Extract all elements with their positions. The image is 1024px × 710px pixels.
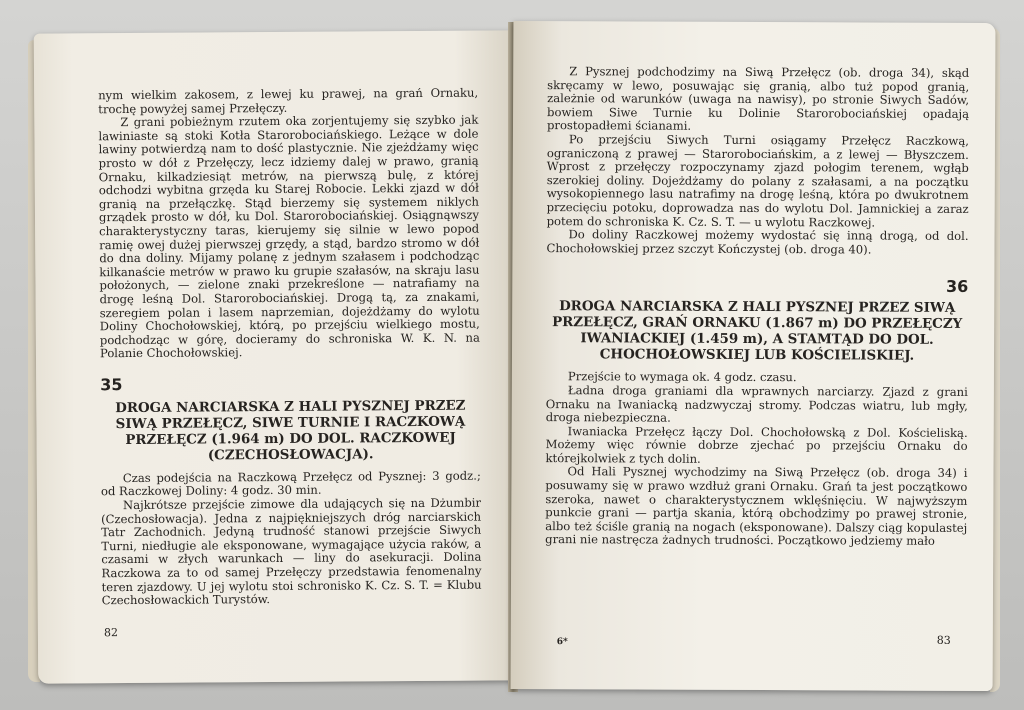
page-number-right: 83 <box>936 633 951 647</box>
route-number-35: 35 <box>100 374 123 395</box>
route-title-36: DROGA NARCIARSKA Z HALI PYSZNEJ PRZEZ SIWĄ PRZEŁĘCZ, GRAŃ ORNAKU (1.867 m) DO PRZEŁĘCZY IWANIACKIEJ (1.459 m), A STAMTĄD DO DOL. CHOCHOŁOWSKIEJ LUB KOŚCIELISKIEJ. <box>552 298 963 365</box>
page-number-left: 82 <box>103 626 118 640</box>
right-paragraph-6: Iwaniacka Przełęcz łączy Dol. Chochołowską z Dol. Kościeliską. Możemy więc równie dobrze zjechać po przejściu Ornaku do którejkolwiek z tych dolin. <box>545 423 968 466</box>
right-paragraph-5: Ładna droga graniami dla wprawnych narciarzy. Zjazd z grani Ornaku na Iwaniacką nadzwyczaj stromy. Podczas wiatru, lub mgły, droga niebezpieczna. <box>545 383 968 425</box>
right-paragraph-4: Przejście to wymaga ok. 4 godz. czasu. <box>567 369 797 385</box>
signature-mark: 6* <box>556 637 568 648</box>
left-paragraph-3: Czas podejścia na Raczkową Przełęcz od Pysznej: 3 godz.; od Raczkowej Doliny: 4 godz. 30 min. <box>100 468 481 499</box>
right-page <box>511 21 996 691</box>
right-paragraph-7: Od Hali Pysznej wychodzimy na Siwą Przełęcz (ob. droga 34) i posuwamy się w prawo wzdłuż grani Ornaku. Grań ta jest początkowo szeroka, nawet o charakterystycznem wklęśnięciu. W najwyższym punkcie grani — partja skania, którą obchodzimy po prawej stronie, albo też ściśle granią na nogach (eksponowane). Dalszy ciąg kopulastej grani nie nastręcza żadnych trudności. Początkowo jedziemy mało <box>545 464 968 549</box>
right-paragraph-1: Z Pysznej podchodzimy na Siwą Przełęcz (ob. droga 34), skąd skręcamy w lewo, posuwając się granią, albo tuż popod granią, zależnie od warunków (uwaga na nawisy), po stronie Siwych Sadów, bowiem Siwe Turnie ku Dolinie Starorobociańskiej opadają prostopadłemi ścianami. <box>546 64 970 134</box>
right-paragraph-3: Do doliny Raczkowej możemy wydostać się inną drogą, od dol. Chochołowskiej przez szczyt Kończystej (ob. droga 40). <box>546 227 969 257</box>
route-number-36: 36 <box>945 277 969 297</box>
route-title-35: DROGA NARCIARSKA Z HALI PYSZNEJ PRZEZ SIWĄ PRZEŁĘCZ, SIWE TURNIE I RACZKOWĄ PRZEŁĘCZ (1.964 m) DO DOL. RACZKOWEJ (CZECHOSŁOWACJA). <box>115 397 466 464</box>
left-page <box>34 30 517 683</box>
left-paragraph-4: Najkrótsze przejście zimowe dla udających się na Dżumbir (Czechosłowacja). Jedna z najpiękniejszych dróg narciarskich Tatr Zachodnich. Jedyną trudność stanowi przejście Siwych Turni, niedługie ale eksponowane, wymagające użycia raków, a czasami w złych warunkach — liny do asekuracji. Dolina Raczkowa za to od samej Przełęczy przedstawia fenomenalny teren zjazdowy. U jej wylotu stoi schronisko K. Cz. S. T. = Klubu Czechosłowackich Turystów. <box>101 495 482 608</box>
left-paragraph-2: Z grani pobieżnym rzutem oka zorjentujemy się szybko jak lawiniaste są stoki Kotła Starorobociańskiego. Leżące w dole lawiny potwierdzą nam to dość plastycznie. Nie zjeżdżamy więc prosto w dół z Przełęczy, lecz idziemy dalej w prawo, granią Ornaku, kilkadziesiąt metrów, na pierwszą bulę, z której odchodzi wybitna grzęda ku Starej Robocie. Lekki zjazd w dół granią na przełączkę. Stąd bierzemy się systemem niklych grządek prosto w dół, ku Dol. Starorobociańskiej. Osiągnąwszy charakterystyczny taras, kierujemy się silnie w lewo popod ramię owej dużej pierwszej grzędy, a stąd, bardzo stromo w dół do dna doliny. Mijamy polanę z jednym szałasem i podchodząc kilkanaście metrów w prawo ku grupie szałasów, na skraju lasu położonych, — zielone znaki przekreślone — natrafiamy na drogę leśną Dol. Starorobociańskiej. Drogą tą, za znakami, szeregiem polan i lasem naprzemian, dojeżdżamy do wylotu Doliny Chochołowskiej, którą, po przejściu wielkiego mostu, podchodząc w górę, docieramy do schroniska W. K. N. na Polanie Chochołowskiej. <box>98 112 480 361</box>
left-paragraph-1: nym wielkim zakosem, z lewej ku prawej, na grań Ornaku, trochę powyżej samej Przełęczy. <box>98 85 479 116</box>
open-book <box>26 18 1004 694</box>
right-paragraph-2: Po przejściu Siwych Turni osiągamy Przełęcz Raczkową, ograniczoną z prawej — Starorobociańskim, a z lewej — Błyszczem. Wprost z przełęczy rozpoczynamy zjazd połogim terenem, wgłąb szerokiej doliny. Dojeżdżamy do polany z szałasami, a na początku wysokopiennego lasu natrafimy na drogę leśną, która po dwukrotnem przecięciu potoku, doprowadza nas do wylotu Dol. Jamnickiej a zaraz potem do schroniska K. Cz. S. T. — u wylotu Raczkowej. <box>546 132 969 230</box>
